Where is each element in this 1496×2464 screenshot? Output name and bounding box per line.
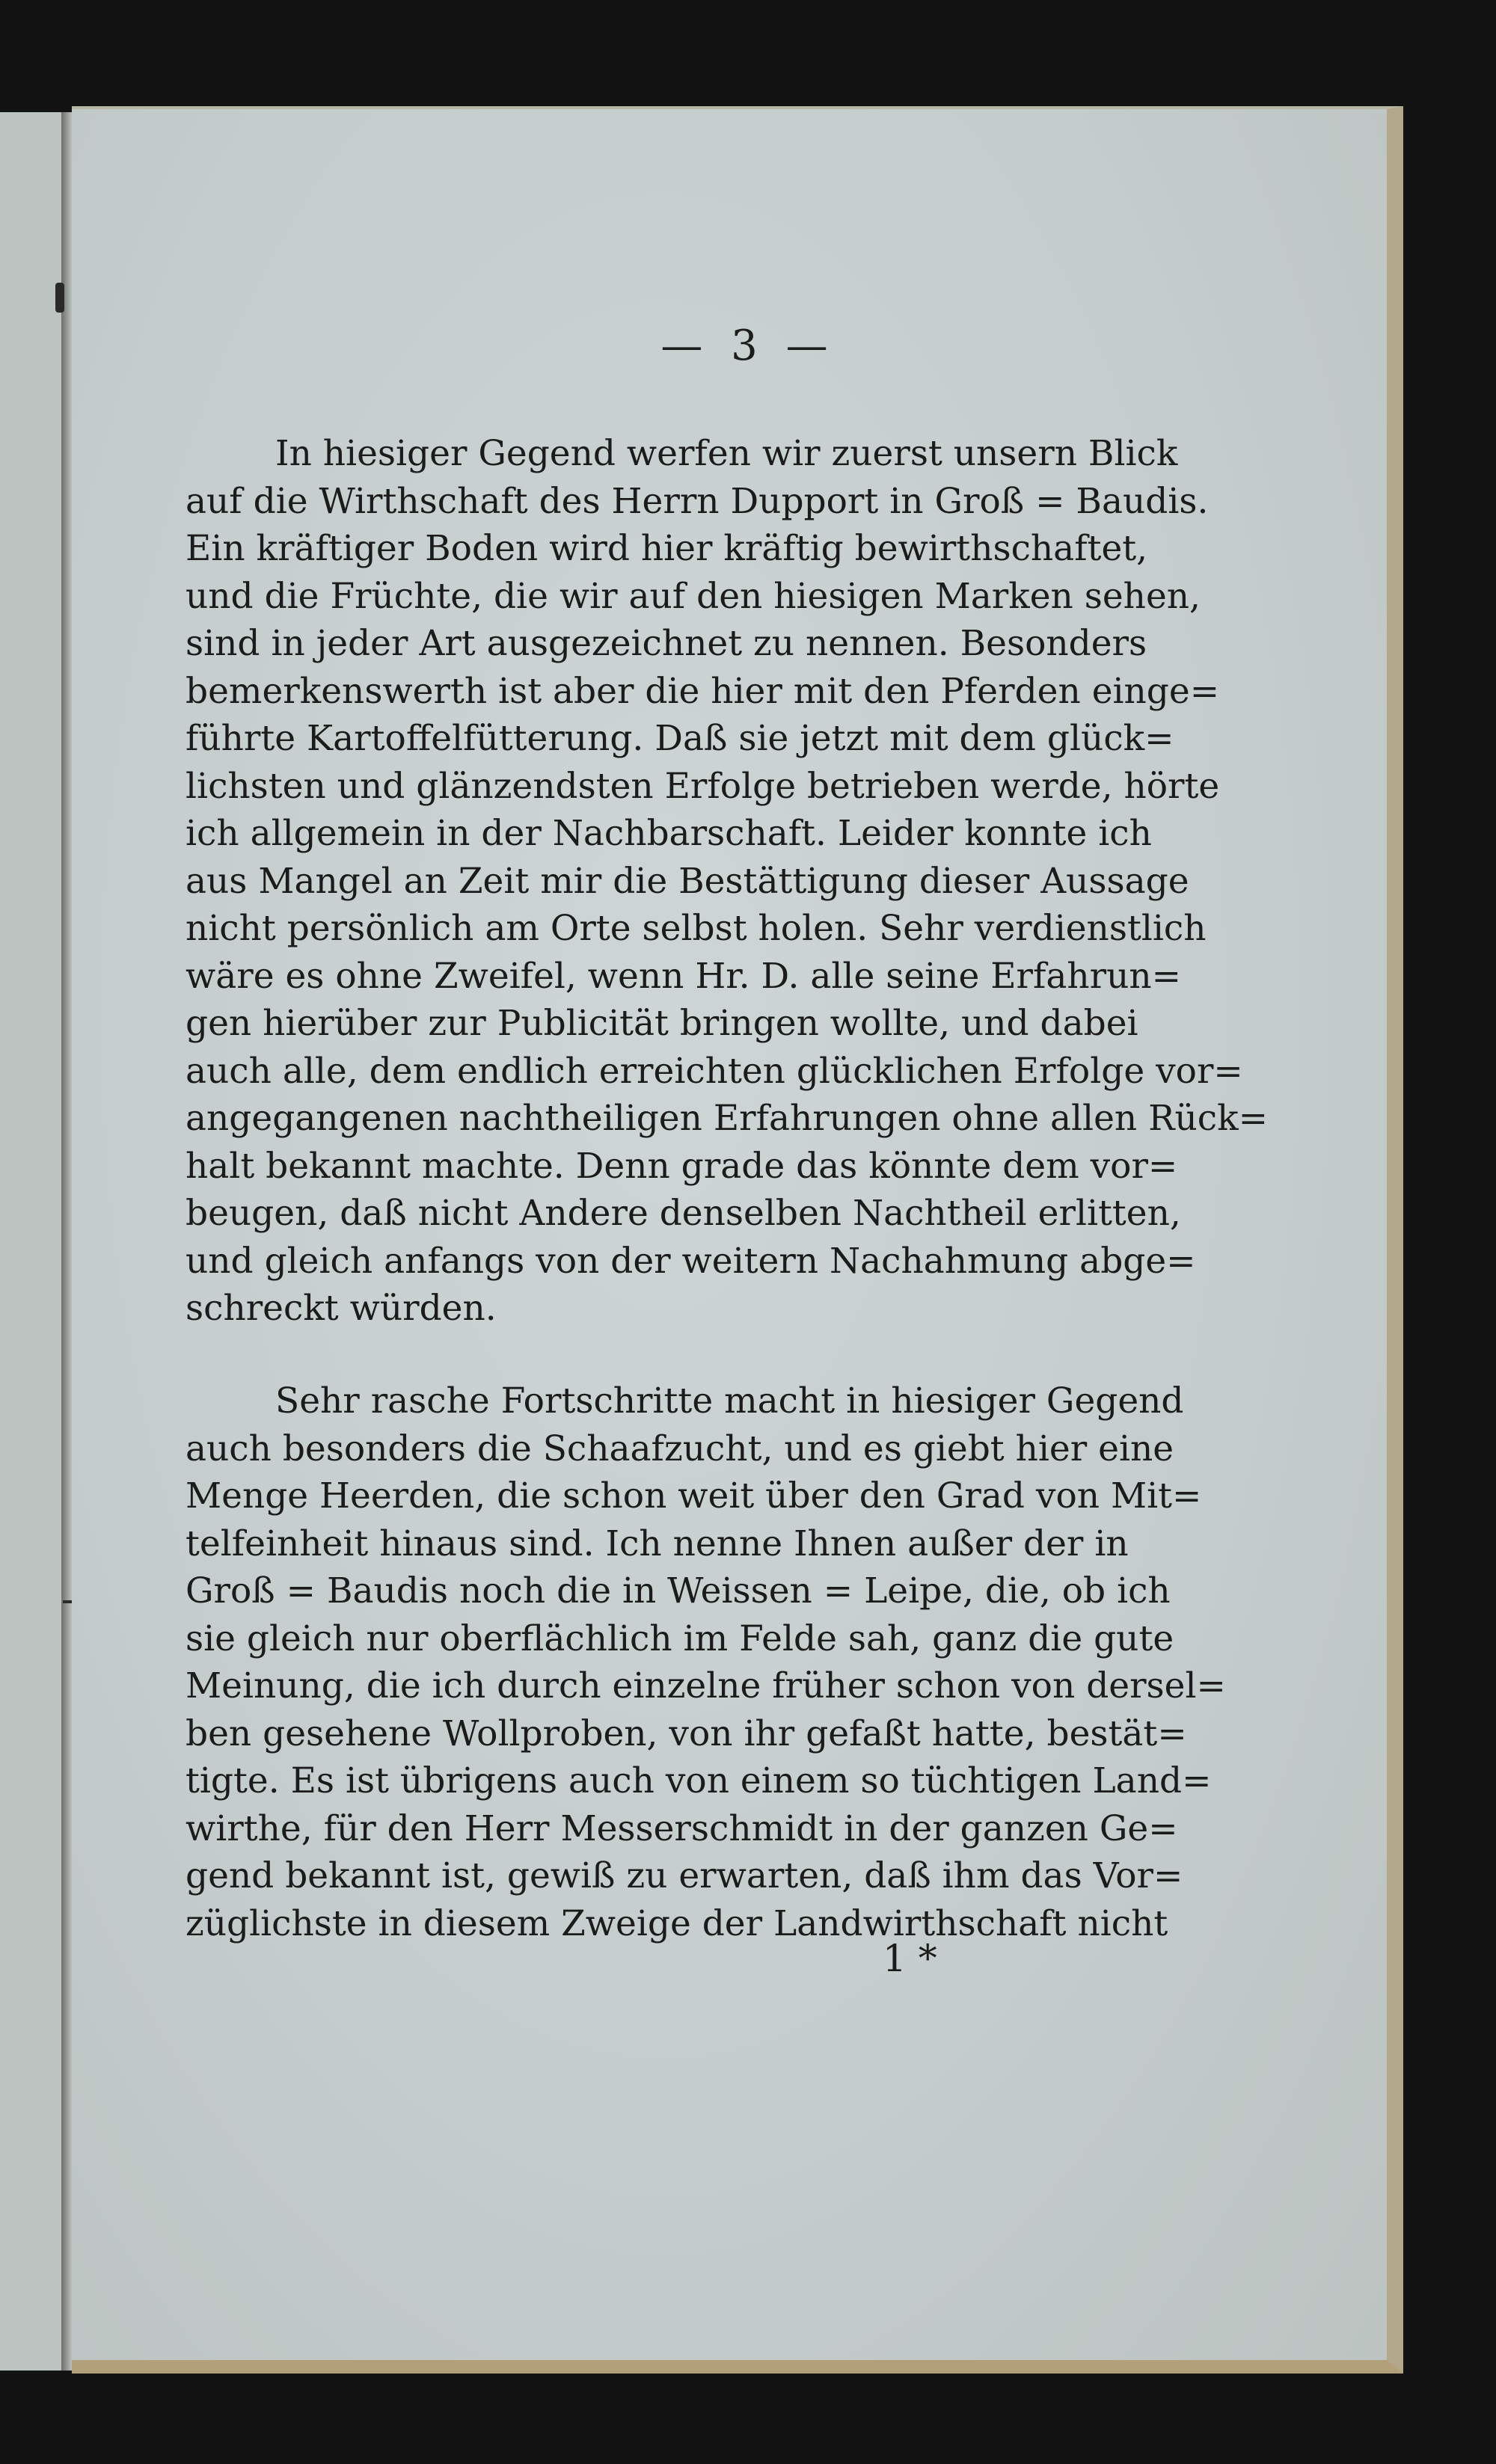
text-line: auf die Wirthschaft des Herrn Dupport in Groß = Baudis. xyxy=(186,480,1209,522)
paragraph-1 xyxy=(186,430,1268,1333)
text-line: gen hierüber zur Publicität bringen wollte, und dabei xyxy=(186,1003,1138,1044)
text-line: Ein kräftiger Boden wird hier kräftig bewirthschaftet, xyxy=(186,528,1148,569)
margin-mark xyxy=(55,283,64,313)
paragraph-2 xyxy=(186,1377,1226,1947)
signature-mark: 1 * xyxy=(883,1937,937,1980)
page-number: — 3 — xyxy=(660,322,836,370)
text-line: züglichste in diesem Zweige der Landwirthschaft nicht xyxy=(186,1902,1168,1944)
text-line: In hiesiger Gegend werfen wir zuerst unsern Blick xyxy=(275,433,1178,474)
text-line: lichsten und glänzendsten Erfolge betrieben werde, hörte xyxy=(186,765,1220,807)
text-line: führte Kartoffelfütterung. Daß sie jetzt mit dem glück= xyxy=(186,718,1174,759)
text-line: und die Früchte, die wir auf den hiesigen Marken sehen, xyxy=(186,575,1201,617)
text-line: Meinung, die ich durch einzelne früher schon von dersel= xyxy=(186,1665,1226,1706)
text-line: telfeinheit hinaus sind. Ich nenne Ihnen außer der in xyxy=(186,1523,1129,1564)
text-line: ich allgemein in der Nachbarschaft. Leider konnte ich xyxy=(186,813,1152,854)
text-line: auch alle, dem endlich erreichten glücklichen Erfolge vor= xyxy=(186,1050,1243,1092)
text-line: und gleich anfangs von der weitern Nachahmung abge= xyxy=(186,1240,1196,1282)
facing-page-edge xyxy=(0,112,64,2371)
text-line: sie gleich nur oberflächlich im Felde sah, ganz die gute xyxy=(186,1617,1174,1659)
text-line: tigte. Es ist übrigens auch von einem so tüchtigen Land= xyxy=(186,1760,1212,1801)
text-line: aus Mangel an Zeit mir die Bestättigung dieser Aussage xyxy=(186,860,1189,902)
text-line: Menge Heerden, die schon weit über den Grad von Mit= xyxy=(186,1475,1202,1517)
text-line: auch besonders die Schaafzucht, und es giebt hier eine xyxy=(186,1428,1174,1469)
text-line: ben gesehene Wollproben, von ihr gefaßt hatte, bestät= xyxy=(186,1712,1187,1754)
text-line: beugen, daß nicht Andere denselben Nachtheil erlitten, xyxy=(186,1193,1181,1234)
text-line: nicht persönlich am Orte selbst holen. Sehr verdienstlich xyxy=(186,908,1207,949)
text-line: wirthe, für den Herr Messerschmidt in der ganzen Ge= xyxy=(186,1807,1178,1849)
book-gutter xyxy=(61,112,72,2371)
text-line: gend bekannt ist, gewiß zu erwarten, daß ihm das Vor= xyxy=(186,1855,1183,1896)
text-line: Groß = Baudis noch die in Weissen = Leipe, die, ob ich xyxy=(186,1570,1171,1612)
text-line: schreckt würden. xyxy=(186,1288,497,1329)
text-line: halt bekannt machte. Denn grade das könnte dem vor= xyxy=(186,1145,1178,1187)
text-line: bemerkenswerth ist aber die hier mit den Pferden einge= xyxy=(186,670,1220,712)
text-line: Sehr rasche Fortschritte macht in hiesiger Gegend xyxy=(275,1380,1184,1422)
text-line: wäre es ohne Zweifel, wenn Hr. D. alle seine Erfahrun= xyxy=(186,955,1182,997)
text-line: angegangenen nachtheiligen Erfahrungen ohne allen Rück= xyxy=(186,1098,1268,1139)
text-line: sind in jeder Art ausgezeichnet zu nennen. Besonders xyxy=(186,623,1147,664)
